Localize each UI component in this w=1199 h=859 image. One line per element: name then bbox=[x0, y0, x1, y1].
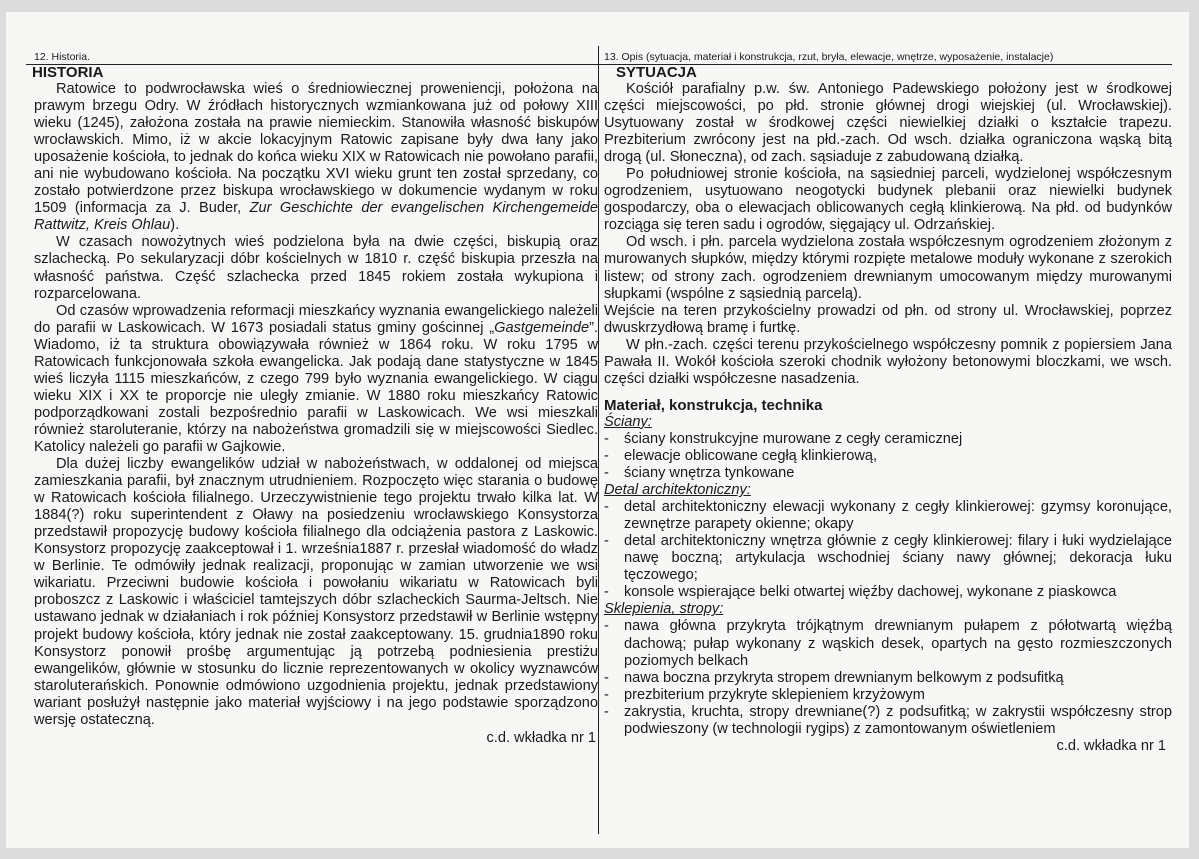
history-paragraph-4: Dla dużej liczby ewangelików udział w nabożeństwach, w oddalonej od miejsca zamieszkania parafii, był znacznym utrudnieniem. Rozpoczęto więc starania o budowę w Ratowicach kościoła filialnego. Urzeczywistnienie tego projektu trwało kilka lat. W 1884(?) roku superintendent z Oławy na posiedzeniu wrocławskiego Konsystorza przedstawił propozycję budowy kościoła filialnego dla odciążenia pastora z Laskowic. Konsystorz propozycję zaakceptował i 1. września1887 r. przesłał wiadomość do władz w Berlinie. Te odmówiły jednak realizacji, proponując w zamian utworzenie we wsi wikariatu. Przeciwni budowie kościoła i powołaniu wikariatu w Ratowicach byli proboszcz z Laskowic i właściciel tamtejszych dóbr szlacheckich Saurma-Jeltsch. Nie ustawano jednak w działaniach i rok później Konsystorz przedstawił w Berlinie wstępny projekt budowy kościoła, który jednak nie został zaakceptowany. 15. grudnia1890 roku Konsystorz ponowił prośbę argumentując ją potrzebą podniesienia prestiżu ewangelików, głównie w stosunku do licznie reprezentowanych w okolicy wyznawców staroluterańskich. Ponownie odmówiono uzgodnienia projektu, jednak przedstawiony wariant posłużył następnie jako materiał wyjściowy i na jego podstawie sporządzono wersję ostateczną. bbox=[34, 456, 598, 728]
situation-paragraph-3: Od wsch. i płn. parcela wydzielona została współczesnym ogrodzeniem złożonym z murowanych słupków, między którymi rozpięte metalowe moduły wykonane z szerokich listew; od strony zach. ogrodzeniem drewnianym umocowanym między murowanymi słupkami (wspólne z sąsiednią parcelą). bbox=[604, 234, 1172, 302]
materials-heading: Materiał, konstrukcja, technika bbox=[604, 396, 823, 414]
history-paragraph-1: Ratowice to podwrocławska wieś o średniowiecznej proweniencji, położona na prawym brzegu Odry. W źródłach historycznych wzmiankowana już od połowy XIII wieku (1245), założona została na prawie niemieckim. Stanowiła własność biskupów wrocławskich. Mimo, iż w akcie lokacyjnym Ratowic zapisane były dwa łany jako uposażenie kościoła, to jednak do końca wieku XIX w Ratowicach nie powołano parafii, ani nie wybudowano kościoła. Na początku XVI wieku grunt ten został sprzedany, co zostało potwierdzone przez biskupa wrocławskiego w dokumencie wydanym w roku 1509 (informacja za J. Buder, Zur Geschichte der evangelischen Kirchengemeide Rattwitz, Kreis Ohlau). bbox=[34, 81, 598, 234]
description-field-label: 13. Opis (sytuacja, materiał i konstrukcja, rzut, bryła, elewacje, wnętrze, wyposażenie, instalacje) bbox=[604, 51, 1054, 63]
situation-paragraph-2: Po południowej stronie kościoła, na sąsiedniej parceli, wydzielonej współczesnym ogrodzeniem, usytuowano neogotycki budynek plebanii oraz niewielki budynek gospodarczy, oba o elewacjach oblicowanych cegłą klinkierową. Na płd. od budynków rozciąga się teren sadu i ogrodów, sięgający ul. Odrzańskiej. bbox=[604, 166, 1172, 234]
list-item: - prezbiterium przykryte sklepieniem krzyżowym bbox=[604, 686, 925, 703]
list-item: - detal architektoniczny elewacji wykonany z cegły klinkierowej: gzymsy koronujące, zewnętrze parapety okienne; okapy bbox=[604, 499, 1172, 533]
history-title: HISTORIA bbox=[32, 64, 104, 81]
situation-paragraph-1: Kościół parafialny p.w. św. Antoniego Padewskiego położony jest w środkowej części miejscowości, po płd. stronie głównej drogi wiejskiej (ul. Wrocławskiej). Usytuowany został w środkowej części niewielkiej działki o kształcie trapezu. Prezbiterium zwrócony jest na płd.-zach. Od wsch. działka ograniczona wąską bitą drogą (ul. Słoneczna), od zach. sąsiaduje z zabudowaną działką. bbox=[604, 81, 1172, 166]
walls-category: Ściany: bbox=[604, 413, 652, 430]
list-item: - detal architektoniczny wnętrza głównie z cegły klinkierowej: filary i łuki wydzielające nawę boczną; artykulacja wschodniej ściany nawy głównej; dekoracja łuku tęczowego; bbox=[604, 533, 1172, 584]
situation-paragraph-5: W płn.-zach. części terenu przykościelnego współczesny pomnik z popiersiem Jana Pawała II. Wokół kościoła szeroki chodnik wyłożony betonowymi bloczkami, we wsch. części działki współczesne nasadzenia. bbox=[604, 336, 1172, 387]
list-item: - konsole wspierające belki otwartej więźby dachowej, wykonane z piaskowca bbox=[604, 584, 1117, 601]
column-divider bbox=[598, 46, 599, 834]
list-item: - nawa boczna przykryta stropem drewnianym belkowym z podsufitką bbox=[604, 669, 1064, 686]
list-item: - ściany wnętrza tynkowane bbox=[604, 465, 795, 482]
list-item: - zakrystia, kruchta, stropy drewniane(?) z podsufitką; w zakrystii współczesny strop podwieszony (w technologii rygips) z zamontowanym oświetleniem bbox=[604, 703, 1172, 737]
cited-title: Zur Geschichte der evangelischen Kirchengemeide Rattwitz, Kreis Ohlau bbox=[34, 200, 598, 234]
detail-category: Detal architektoniczny: bbox=[604, 482, 751, 499]
history-field-label: 12. Historia. bbox=[34, 51, 91, 63]
history-paragraph-2: W czasach nowożytnych wieś podzielona była na dwie części, biskupią oraz szlachecką. Po sekularyzacji dóbr kościelnych w 1810 r. część biskupia przeszła na własność państwa. Część szlachecka przed 1845 rokiem została wykupiona i rozparcelowana. bbox=[34, 234, 598, 302]
history-paragraph-3: Od czasów wprowadzenia reformacji mieszkańcy wyznania ewangelickiego należeli do parafii w Laskowicach. W 1673 posiadali status gminy gościnnej „Gastgemeinde”. Wiadomo, iż ta struktura obowiązywała również w 1864 roku. W roku 1795 w Ratowicach funkcjonowała szkoła ewangelicka. Jak podają dane statystyczne w 1845 wieś liczyła 1115 mieszkańców, z czego 799 było wyznania ewangelickiego. W ciągu wieku XIX i XX te proporcje nie uległy zmianie. W 1880 roku mieszkańcy Ratowic podporządkowani zostali bezpośrednio parafii w Laskowicach. We wsi mieszkali również staroluteranie, którzy na nabożeństwa gromadzili się w miejscowości Siedlec. Katolicy należeli go parafii w Gajkowie. bbox=[34, 302, 598, 455]
situation-title: SYTUACJA bbox=[616, 64, 697, 81]
vaults-category: Sklepienia, stropy: bbox=[604, 601, 724, 618]
list-item: - nawa główna przykryta trójkątnym drewnianym pułapem z półotwartą więźbą dachową; pułap wykonany z wąskich desek, opartych na gęsto rozmieszczonych poziomych belkach bbox=[604, 618, 1172, 669]
list-item: - elewacje oblicowane cegłą klinkierową, bbox=[604, 447, 878, 464]
situation-paragraph-4: Wejście na teren przykościelny prowadzi od płn. od strony ul. Wrocławskiej, poprzez dwuskrzydłową bramę i furtkę. bbox=[604, 302, 1172, 336]
description-column bbox=[604, 50, 1172, 755]
history-column bbox=[34, 50, 598, 747]
continuation-note: c.d. wkładka nr 1 bbox=[1056, 737, 1166, 754]
list-item: - ściany konstrukcyjne murowane z cegły ceramicznej bbox=[604, 430, 963, 447]
continuation-note: c.d. wkładka nr 1 bbox=[486, 729, 596, 746]
